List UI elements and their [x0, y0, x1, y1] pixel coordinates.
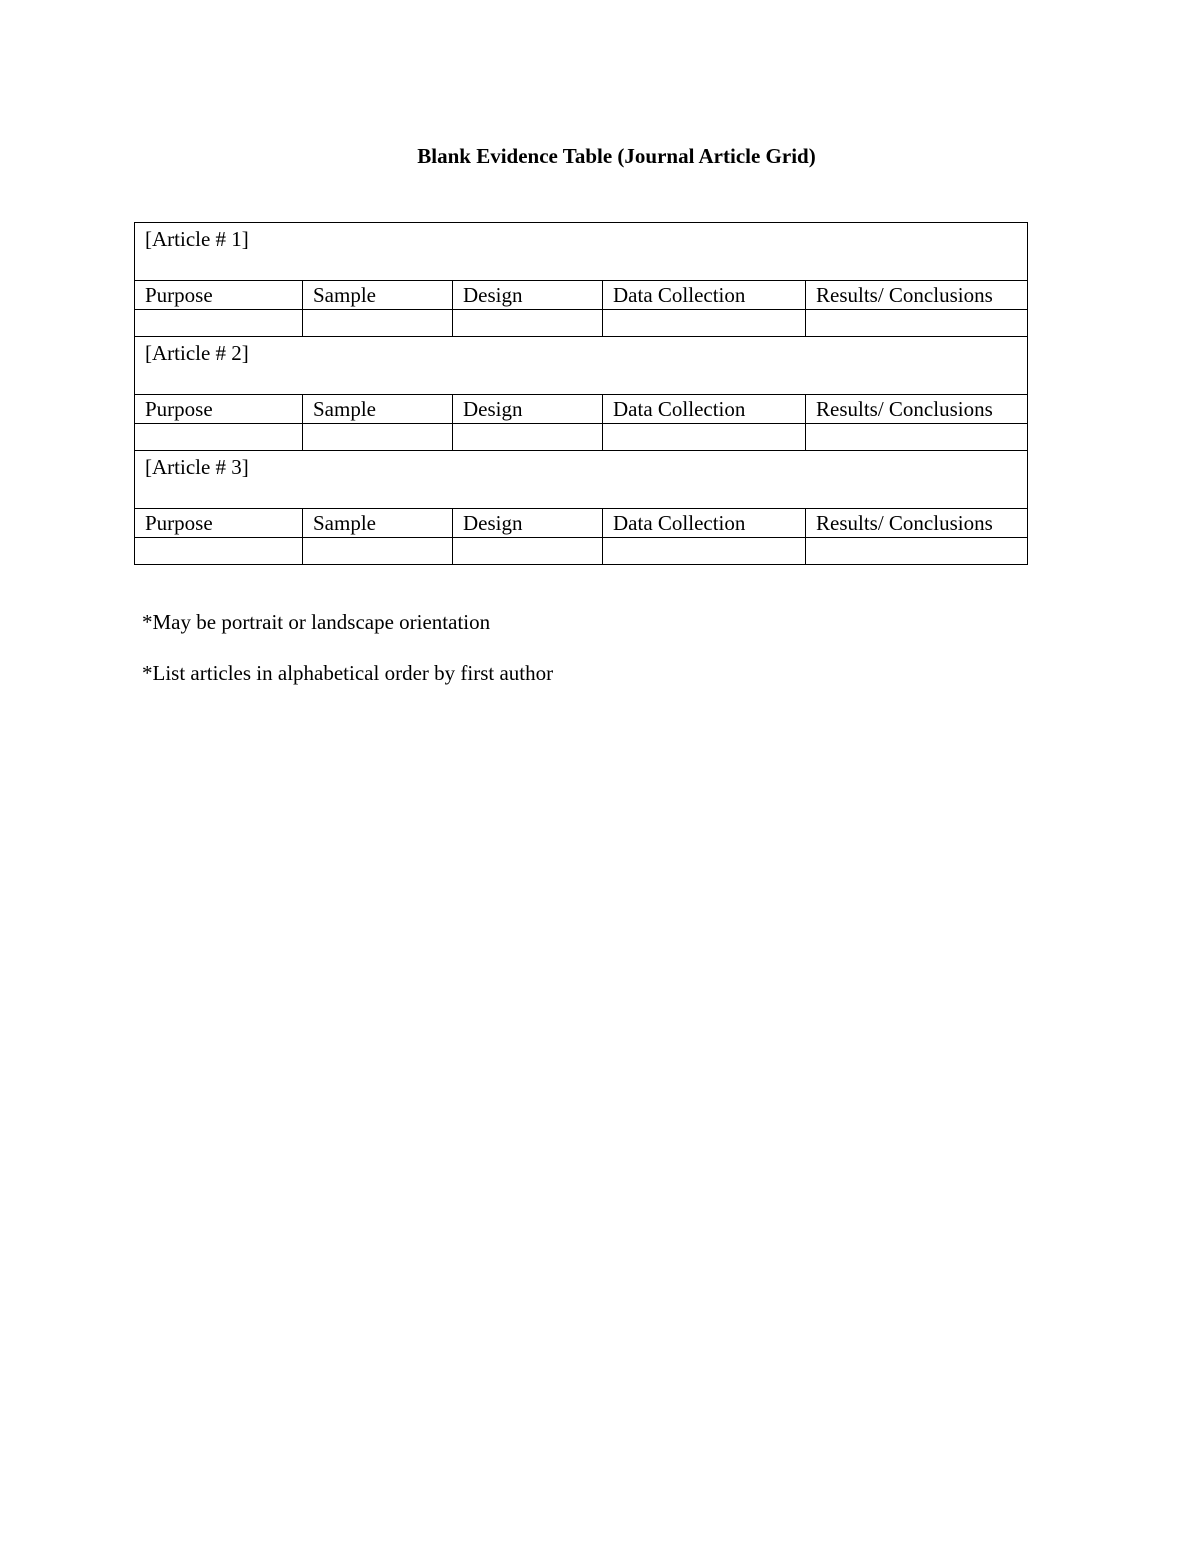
column-header-sample: Sample [303, 281, 453, 310]
column-header-data-collection: Data Collection [603, 395, 806, 424]
column-header-data-collection: Data Collection [603, 509, 806, 538]
entry-cell-design[interactable] [453, 424, 603, 451]
column-header-results-conclusions: Results/ Conclusions [806, 509, 1028, 538]
article-label: [Article # 3] [135, 451, 1028, 509]
column-header-purpose: Purpose [135, 281, 303, 310]
page-title: Blank Evidence Table (Journal Article Grid) [417, 144, 816, 168]
column-header-row [135, 509, 1028, 538]
entry-cell-data-collection[interactable] [603, 310, 806, 337]
entry-cell-results-conclusions[interactable] [806, 424, 1028, 451]
entry-cell-results-conclusions[interactable] [806, 310, 1028, 337]
entry-cell-design[interactable] [453, 310, 603, 337]
ordering-note: *List articles in alphabetical order by first author [142, 661, 554, 685]
entry-cell-sample[interactable] [303, 310, 453, 337]
orientation-note: *May be portrait or landscape orientation [142, 610, 491, 634]
entry-cell-sample[interactable] [303, 424, 453, 451]
column-header-sample: Sample [303, 509, 453, 538]
blank-entry-row [135, 538, 1028, 565]
entry-cell-purpose[interactable] [135, 538, 303, 565]
column-header-design: Design [453, 281, 603, 310]
column-header-sample: Sample [303, 395, 453, 424]
entry-cell-design[interactable] [453, 538, 603, 565]
blank-entry-row [135, 310, 1028, 337]
column-header-row [135, 395, 1028, 424]
entry-cell-results-conclusions[interactable] [806, 538, 1028, 565]
article-label: [Article # 1] [135, 223, 1028, 281]
entry-cell-sample[interactable] [303, 538, 453, 565]
column-header-design: Design [453, 395, 603, 424]
article-label: [Article # 2] [135, 337, 1028, 395]
article-row [135, 337, 1028, 395]
column-header-row [135, 281, 1028, 310]
article-row [135, 451, 1028, 509]
column-header-data-collection: Data Collection [603, 281, 806, 310]
entry-cell-data-collection[interactable] [603, 538, 806, 565]
article-row [135, 223, 1028, 281]
column-header-design: Design [453, 509, 603, 538]
entry-cell-purpose[interactable] [135, 310, 303, 337]
column-header-results-conclusions: Results/ Conclusions [806, 395, 1028, 424]
entry-cell-data-collection[interactable] [603, 424, 806, 451]
entry-cell-purpose[interactable] [135, 424, 303, 451]
evidence-table [134, 222, 1028, 565]
column-header-purpose: Purpose [135, 509, 303, 538]
column-header-purpose: Purpose [135, 395, 303, 424]
column-header-results-conclusions: Results/ Conclusions [806, 281, 1028, 310]
blank-entry-row [135, 424, 1028, 451]
